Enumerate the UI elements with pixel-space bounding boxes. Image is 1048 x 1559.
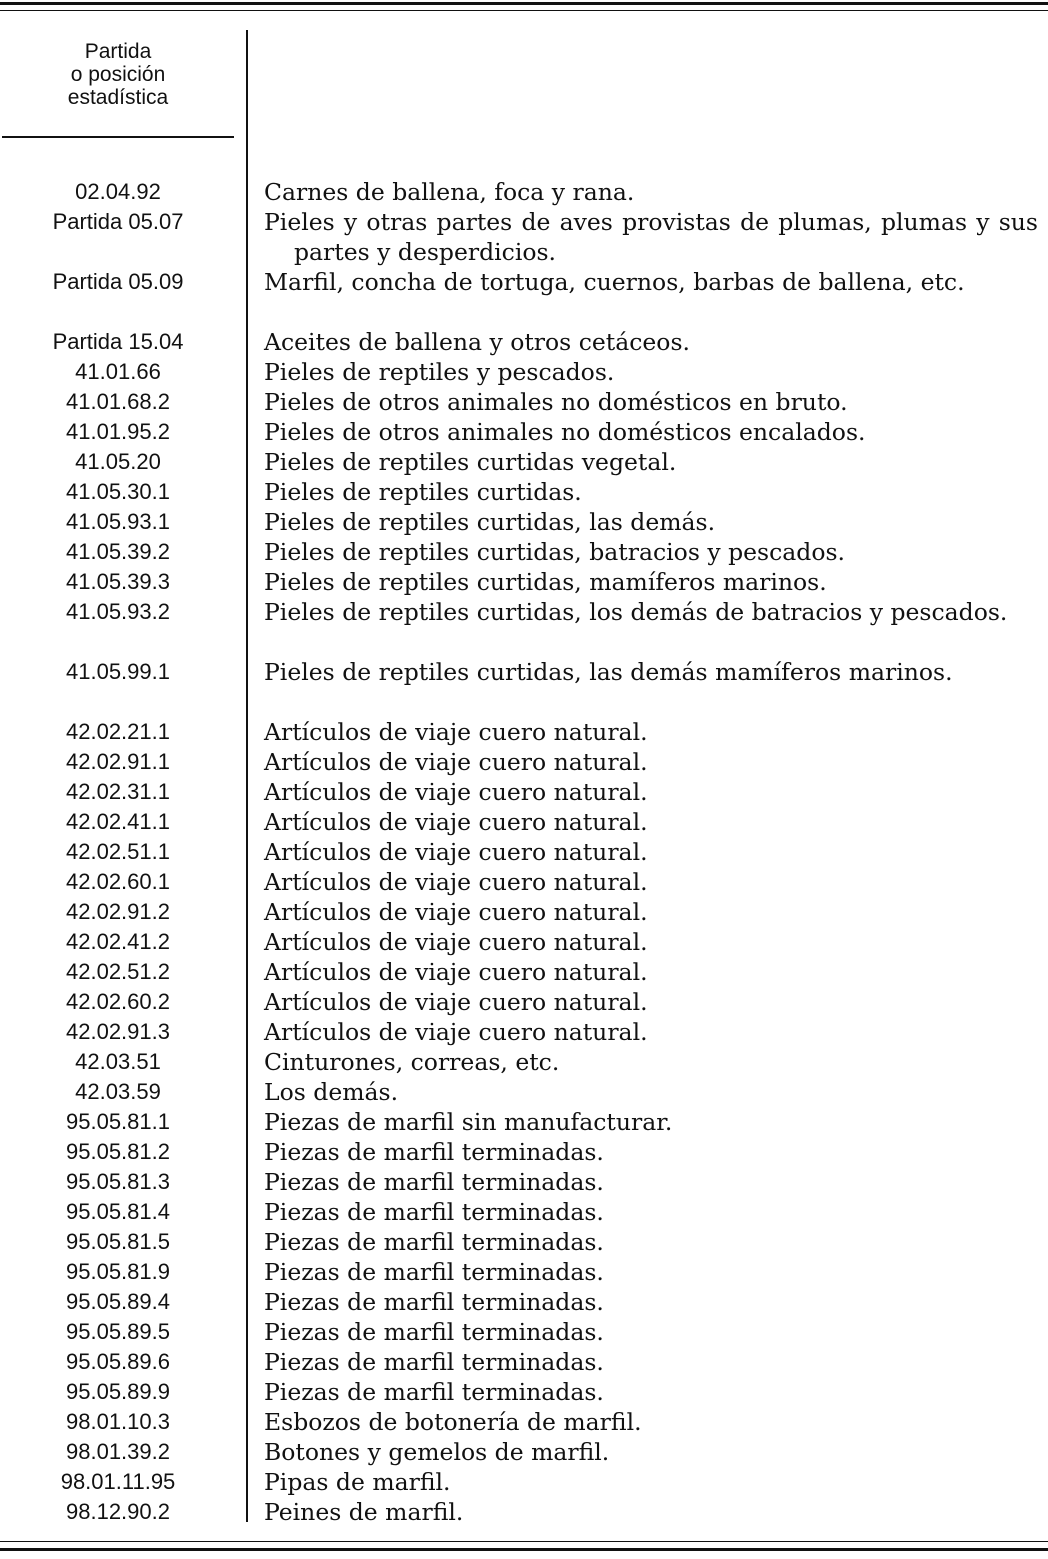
row-code: 42.02.41.2: [66, 929, 170, 954]
table-row: [0, 417, 1048, 447]
row-description: Piezas de marfil terminadas.: [264, 1258, 604, 1286]
row-description: Pieles de otros animales no domésticos en bruto.: [264, 388, 848, 416]
header-line-3: estadística: [67, 86, 169, 109]
table-row: [0, 1407, 1048, 1437]
table-row: [0, 1257, 1048, 1287]
row-code: 42.02.91.1: [66, 749, 170, 774]
row-description: Artículos de viaje cuero natural.: [264, 808, 648, 836]
row-code: Partida 05.07: [52, 209, 184, 234]
header-underline: [2, 136, 234, 138]
table-row: [0, 1467, 1048, 1497]
row-code: 42.02.51.1: [66, 839, 170, 864]
table-row: [0, 1437, 1048, 1467]
table-row: [0, 987, 1048, 1017]
row-description: Pipas de marfil.: [264, 1468, 451, 1496]
row-description: Piezas de marfil terminadas.: [264, 1378, 604, 1406]
row-code: 41.05.93.1: [66, 509, 170, 534]
row-description: Pieles de reptiles curtidas.: [264, 478, 582, 506]
row-description: Marfil, concha de tortuga, cuernos, barbas de ballena, etc.: [264, 268, 965, 296]
row-code: 95.05.81.1: [66, 1109, 170, 1134]
row-description: Aceites de ballena y otros cetáceos.: [264, 328, 690, 356]
row-description: Artículos de viaje cuero natural.: [264, 988, 648, 1016]
row-code: 98.01.39.2: [66, 1439, 170, 1464]
row-description: Pieles de otros animales no domésticos encalados.: [264, 418, 866, 446]
row-description: Pieles de reptiles curtidas, mamíferos marinos.: [264, 568, 827, 596]
row-description: Artículos de viaje cuero natural.: [264, 838, 648, 866]
row-code: 98.01.11.95: [60, 1469, 176, 1494]
table-row: [0, 927, 1048, 957]
table-row: [0, 267, 1048, 327]
row-description: Artículos de viaje cuero natural.: [264, 898, 648, 926]
table-row: [0, 1047, 1048, 1077]
row-code: Partida 05.09: [52, 269, 184, 294]
row-code: 41.05.20: [75, 449, 161, 474]
row-code: 95.05.81.9: [66, 1259, 170, 1284]
table-row: [0, 777, 1048, 807]
row-code: 98.01.10.3: [66, 1409, 170, 1434]
row-code: 41.05.93.2: [66, 599, 170, 624]
column-header: [0, 40, 236, 109]
row-description: Piezas de marfil terminadas.: [264, 1138, 604, 1166]
row-code: 02.04.92: [75, 179, 161, 204]
row-code: 95.05.89.4: [66, 1289, 170, 1314]
bottom-rule-thin: [0, 1541, 1048, 1542]
row-description: Peines de marfil.: [264, 1498, 464, 1526]
table-row: [0, 1167, 1048, 1197]
row-code: 42.03.59: [75, 1079, 161, 1104]
table-row: [0, 597, 1048, 657]
top-rule-thin: [0, 10, 1048, 11]
table-row: [0, 867, 1048, 897]
table-row: [0, 1347, 1048, 1377]
row-description: Artículos de viaje cuero natural.: [264, 928, 648, 956]
table-row: [0, 1107, 1048, 1137]
row-description: Pieles de reptiles curtidas vegetal.: [264, 448, 677, 476]
row-code: 42.02.60.2: [66, 989, 170, 1014]
table-row: [0, 537, 1048, 567]
table-row: [0, 1077, 1048, 1107]
row-code: 42.02.91.3: [66, 1019, 170, 1044]
table-row: [0, 897, 1048, 927]
row-code: 42.02.91.2: [66, 899, 170, 924]
row-description: Pieles de reptiles y pescados.: [264, 358, 615, 386]
row-description: Pieles de reptiles curtidas, batracios y pescados.: [264, 538, 845, 566]
row-code: 41.05.99.1: [66, 659, 170, 684]
table-row: [0, 1197, 1048, 1227]
row-code: 41.01.95.2: [66, 419, 170, 444]
row-code: 95.05.89.5: [66, 1319, 170, 1344]
table-row: [0, 387, 1048, 417]
row-description: Artículos de viaje cuero natural.: [264, 778, 648, 806]
table-row: [0, 477, 1048, 507]
row-description: Pieles de reptiles curtidas, las demás.: [264, 508, 716, 536]
table-row: [0, 357, 1048, 387]
top-rule-thick: [0, 2, 1048, 5]
table-row: [0, 747, 1048, 777]
row-code: 95.05.81.3: [66, 1169, 170, 1194]
table-row: [0, 1017, 1048, 1047]
table-row: [0, 837, 1048, 867]
table-row: [0, 327, 1048, 357]
row-description: Pieles de reptiles curtidas, las demás mamíferos marinos.: [264, 658, 953, 686]
row-code: 42.03.51: [75, 1049, 161, 1074]
row-description: Artículos de viaje cuero natural.: [264, 718, 648, 746]
bottom-rule-thick: [0, 1548, 1048, 1551]
table-row: [0, 177, 1048, 207]
table-row: [0, 717, 1048, 747]
table-row: [0, 1137, 1048, 1167]
table-row: [0, 1287, 1048, 1317]
row-code: Partida 15.04: [52, 329, 184, 354]
row-description: Botones y gemelos de marfil.: [264, 1438, 610, 1466]
table-row: [0, 207, 1048, 267]
table-row: [0, 807, 1048, 837]
row-description: Artículos de viaje cuero natural.: [264, 748, 648, 776]
row-code: 42.02.51.2: [66, 959, 170, 984]
row-code: 41.05.30.1: [66, 479, 170, 504]
row-description: Piezas de marfil terminadas.: [264, 1168, 604, 1196]
row-description: Carnes de ballena, foca y rana.: [264, 178, 635, 206]
row-description: Artículos de viaje cuero natural.: [264, 1018, 648, 1046]
row-description: Pieles de reptiles curtidas, los demás de batracios y pescados.: [264, 598, 1008, 626]
row-description: Piezas de marfil terminadas.: [264, 1348, 604, 1376]
table-row: [0, 567, 1048, 597]
header-line-2: o posición: [70, 63, 166, 86]
row-code: 95.05.81.2: [66, 1139, 170, 1164]
table-row: [0, 1497, 1048, 1527]
row-description: Piezas de marfil terminadas.: [264, 1318, 604, 1346]
table-body: [0, 177, 1048, 1527]
table-row: [0, 1227, 1048, 1257]
table-row: [0, 507, 1048, 537]
row-description: Piezas de marfil terminadas.: [264, 1198, 604, 1226]
row-code: 95.05.89.9: [66, 1379, 170, 1404]
table-row: [0, 657, 1048, 717]
row-code: 41.01.68.2: [66, 389, 170, 414]
row-code: 41.05.39.3: [66, 569, 170, 594]
row-code: 42.02.60.1: [66, 869, 170, 894]
row-description: Cinturones, correas, etc.: [264, 1048, 560, 1076]
table-row: [0, 1317, 1048, 1347]
row-description: Los demás.: [264, 1078, 399, 1106]
row-code: 42.02.21.1: [66, 719, 170, 744]
table-row: [0, 957, 1048, 987]
row-description: Pieles y otras partes de aves provistas de plumas, plumas y sus partes y desperdicios.: [264, 208, 1038, 266]
table-row: [0, 1377, 1048, 1407]
table-row: [0, 447, 1048, 477]
row-description: Piezas de marfil sin manufacturar.: [264, 1108, 673, 1136]
row-code: 42.02.31.1: [66, 779, 170, 804]
row-code: 95.05.81.5: [66, 1229, 170, 1254]
row-description: Piezas de marfil terminadas.: [264, 1228, 604, 1256]
row-code: 41.05.39.2: [66, 539, 170, 564]
row-code: 95.05.81.4: [66, 1199, 170, 1224]
row-description: Esbozos de botonería de marfil.: [264, 1408, 642, 1436]
row-code: 98.12.90.2: [66, 1499, 170, 1524]
row-code: 42.02.41.1: [66, 809, 170, 834]
row-code: 41.01.66: [75, 359, 161, 384]
header-line-1: Partida: [84, 40, 152, 63]
row-description: Piezas de marfil terminadas.: [264, 1288, 604, 1316]
row-description: Artículos de viaje cuero natural.: [264, 868, 648, 896]
row-description: Artículos de viaje cuero natural.: [264, 958, 648, 986]
row-code: 95.05.89.6: [66, 1349, 170, 1374]
